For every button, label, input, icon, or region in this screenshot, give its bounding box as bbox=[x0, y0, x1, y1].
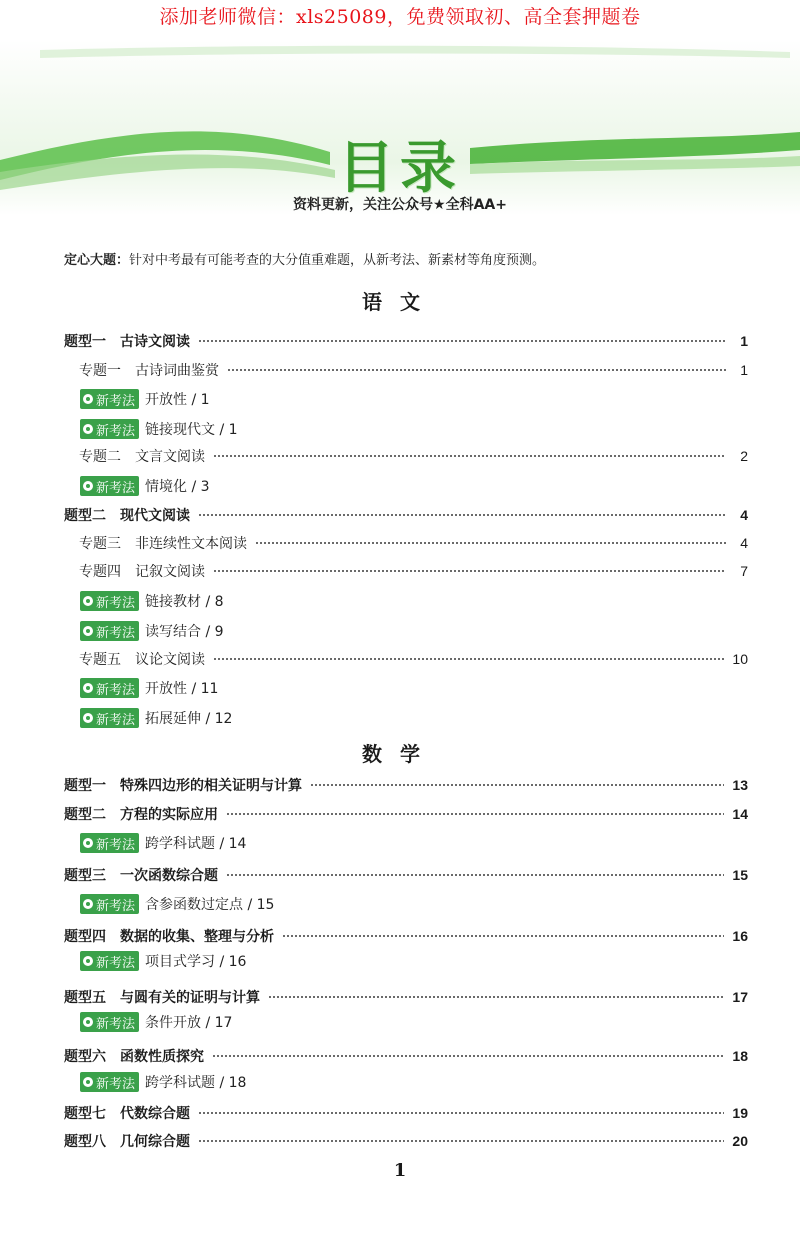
entry-page: 4 bbox=[740, 535, 748, 551]
new-method-item[interactable] bbox=[80, 1011, 232, 1033]
entry-page: 1 bbox=[740, 362, 748, 378]
lightbulb-icon bbox=[83, 424, 93, 434]
badge-label: 新考法 bbox=[96, 625, 136, 641]
dot-leader bbox=[213, 455, 726, 457]
entry-title: 方程的实际应用 bbox=[120, 807, 218, 823]
new-method-item[interactable] bbox=[80, 832, 246, 854]
page-number: 1 bbox=[393, 1160, 407, 1181]
header-banner bbox=[0, 40, 800, 215]
toc-entry[interactable] bbox=[64, 1102, 748, 1124]
badge-label: 新考法 bbox=[96, 837, 136, 853]
entry-prefix: 题型二 bbox=[64, 508, 106, 524]
banner-subtitle: 资料更新，关注公众号★全科AA+ bbox=[293, 197, 507, 213]
new-method-text: 条件开放 / 17 bbox=[145, 1015, 233, 1031]
toc-subentry[interactable] bbox=[79, 532, 748, 554]
lightbulb-icon bbox=[83, 899, 93, 909]
toc-entry[interactable] bbox=[64, 986, 748, 1008]
toc-entry[interactable] bbox=[64, 1130, 748, 1152]
lightbulb-icon bbox=[83, 713, 93, 723]
entry-title: 文言文阅读 bbox=[135, 449, 205, 465]
entry-page: 18 bbox=[732, 1048, 748, 1064]
entry-prefix: 题型六 bbox=[64, 1049, 106, 1065]
entry-title: 函数性质探究 bbox=[120, 1049, 204, 1065]
toc-entry[interactable] bbox=[64, 330, 748, 352]
new-method-item[interactable] bbox=[80, 677, 218, 699]
entry-page: 19 bbox=[732, 1105, 748, 1121]
entry-page: 10 bbox=[732, 651, 748, 667]
dot-leader bbox=[198, 1112, 724, 1114]
lightbulb-icon bbox=[83, 626, 93, 636]
new-method-item[interactable] bbox=[80, 893, 274, 915]
dot-leader bbox=[255, 542, 726, 544]
lightbulb-icon bbox=[83, 596, 93, 606]
entry-page: 14 bbox=[732, 806, 748, 822]
new-method-item[interactable] bbox=[80, 388, 210, 410]
toc-subentry[interactable] bbox=[79, 359, 748, 381]
new-method-item[interactable] bbox=[80, 590, 224, 612]
toc-entry[interactable] bbox=[64, 1045, 748, 1067]
toc-subentry[interactable] bbox=[79, 445, 748, 467]
entry-page: 13 bbox=[732, 777, 748, 793]
entry-title: 几何综合题 bbox=[120, 1134, 190, 1150]
entry-prefix: 题型八 bbox=[64, 1134, 106, 1150]
entry-page: 15 bbox=[732, 867, 748, 883]
dot-leader bbox=[282, 935, 724, 937]
new-method-text: 含参函数过定点 / 15 bbox=[145, 897, 275, 913]
entry-prefix: 题型一 bbox=[64, 334, 106, 350]
entry-title: 古诗文阅读 bbox=[120, 334, 190, 350]
entry-title: 古诗词曲鉴赏 bbox=[135, 363, 219, 379]
badge-label: 新考法 bbox=[96, 393, 136, 409]
badge-label: 新考法 bbox=[96, 1076, 136, 1092]
toc-entry[interactable] bbox=[64, 504, 748, 526]
new-method-item[interactable] bbox=[80, 475, 210, 497]
new-method-item[interactable] bbox=[80, 1071, 246, 1093]
lightbulb-icon bbox=[83, 838, 93, 848]
entry-title: 与圆有关的证明与计算 bbox=[120, 990, 260, 1006]
new-method-badge bbox=[80, 476, 139, 496]
entry-page: 17 bbox=[732, 989, 748, 1005]
entry-prefix: 题型七 bbox=[64, 1106, 106, 1122]
badge-label: 新考法 bbox=[96, 955, 136, 971]
intro-line bbox=[64, 249, 545, 268]
dot-leader bbox=[212, 1055, 724, 1057]
badge-label: 新考法 bbox=[96, 898, 136, 914]
entry-page: 16 bbox=[732, 928, 748, 944]
entry-page: 2 bbox=[740, 448, 748, 464]
dot-leader bbox=[310, 784, 724, 786]
dot-leader bbox=[198, 514, 726, 516]
lightbulb-icon bbox=[83, 956, 93, 966]
new-method-badge bbox=[80, 389, 139, 409]
badge-label: 新考法 bbox=[96, 682, 136, 698]
new-method-text: 开放性 / 11 bbox=[145, 681, 219, 697]
dot-leader bbox=[213, 658, 724, 660]
entry-prefix: 专题四 bbox=[79, 564, 121, 580]
new-method-text: 项目式学习 / 16 bbox=[145, 954, 247, 970]
dot-leader bbox=[213, 570, 726, 572]
entry-title: 特殊四边形的相关证明与计算 bbox=[120, 778, 302, 794]
new-method-badge bbox=[80, 951, 139, 971]
new-method-badge bbox=[80, 1072, 139, 1092]
toc-subentry[interactable] bbox=[79, 560, 748, 582]
new-method-text: 链接现代文 / 1 bbox=[145, 422, 238, 438]
toc-entry[interactable] bbox=[64, 864, 748, 886]
entry-title: 议论文阅读 bbox=[135, 652, 205, 668]
badge-label: 新考法 bbox=[96, 423, 136, 439]
new-method-badge bbox=[80, 678, 139, 698]
watermark-text: 添加老师微信：xls25089，免费领取初、高全套押题卷 bbox=[159, 6, 641, 28]
new-method-text: 链接教材 / 8 bbox=[145, 594, 224, 610]
new-method-badge bbox=[80, 591, 139, 611]
toc-entry[interactable] bbox=[64, 925, 748, 947]
intro-text: 针对中考最有可能考查的大分值重难题，从新考法、新素材等角度预测。 bbox=[129, 253, 546, 268]
new-method-item[interactable] bbox=[80, 950, 246, 972]
dot-leader bbox=[226, 813, 724, 815]
new-method-text: 开放性 / 1 bbox=[145, 392, 210, 408]
new-method-item[interactable] bbox=[80, 418, 238, 440]
entry-prefix: 专题一 bbox=[79, 363, 121, 379]
dot-leader bbox=[198, 340, 726, 342]
new-method-badge bbox=[80, 833, 139, 853]
new-method-badge bbox=[80, 1012, 139, 1032]
entry-title: 现代文阅读 bbox=[120, 508, 190, 524]
lightbulb-icon bbox=[83, 1077, 93, 1087]
dot-leader bbox=[268, 996, 724, 998]
entry-prefix: 题型二 bbox=[64, 807, 106, 823]
section-title-chinese: 语文 bbox=[362, 290, 438, 314]
badge-label: 新考法 bbox=[96, 595, 136, 611]
lightbulb-icon bbox=[83, 481, 93, 491]
entry-page: 1 bbox=[740, 333, 748, 349]
lightbulb-icon bbox=[83, 394, 93, 404]
lightbulb-icon bbox=[83, 1017, 93, 1027]
toc-subentry[interactable] bbox=[79, 648, 748, 670]
entry-prefix: 专题五 bbox=[79, 652, 121, 668]
dot-leader bbox=[227, 369, 726, 371]
entry-title: 记叙文阅读 bbox=[135, 564, 205, 580]
new-method-text: 拓展延伸 / 12 bbox=[145, 711, 233, 727]
new-method-badge bbox=[80, 621, 139, 641]
new-method-text: 读写结合 / 9 bbox=[145, 624, 224, 640]
intro-label: 定心大题： bbox=[64, 253, 130, 268]
entry-prefix: 题型三 bbox=[64, 868, 106, 884]
toc-entry[interactable] bbox=[64, 803, 748, 825]
new-method-text: 跨学科试题 / 14 bbox=[145, 836, 247, 852]
toc-entry[interactable] bbox=[64, 774, 748, 796]
new-method-item[interactable] bbox=[80, 620, 224, 642]
section-title-math: 数学 bbox=[362, 742, 438, 766]
entry-prefix: 题型四 bbox=[64, 929, 106, 945]
entry-title: 代数综合题 bbox=[120, 1106, 190, 1122]
dot-leader bbox=[226, 874, 724, 876]
new-method-badge bbox=[80, 894, 139, 914]
entry-prefix: 题型一 bbox=[64, 778, 106, 794]
new-method-item[interactable] bbox=[80, 707, 232, 729]
entry-prefix: 专题三 bbox=[79, 536, 121, 552]
badge-label: 新考法 bbox=[96, 480, 136, 496]
entry-page: 7 bbox=[740, 563, 748, 579]
entry-prefix: 题型五 bbox=[64, 990, 106, 1006]
lightbulb-icon bbox=[83, 683, 93, 693]
badge-label: 新考法 bbox=[96, 712, 136, 728]
new-method-badge bbox=[80, 708, 139, 728]
new-method-text: 跨学科试题 / 18 bbox=[145, 1075, 247, 1091]
dot-leader bbox=[198, 1140, 724, 1142]
entry-title: 非连续性文本阅读 bbox=[135, 536, 247, 552]
new-method-text: 情境化 / 3 bbox=[145, 479, 210, 495]
entry-title: 数据的收集、整理与分析 bbox=[120, 929, 274, 945]
entry-prefix: 专题二 bbox=[79, 449, 121, 465]
new-method-badge bbox=[80, 419, 139, 439]
banner-title: 目录 bbox=[338, 136, 462, 201]
entry-page: 20 bbox=[732, 1133, 748, 1149]
entry-title: 一次函数综合题 bbox=[120, 868, 218, 884]
badge-label: 新考法 bbox=[96, 1016, 136, 1032]
entry-page: 4 bbox=[740, 507, 748, 523]
